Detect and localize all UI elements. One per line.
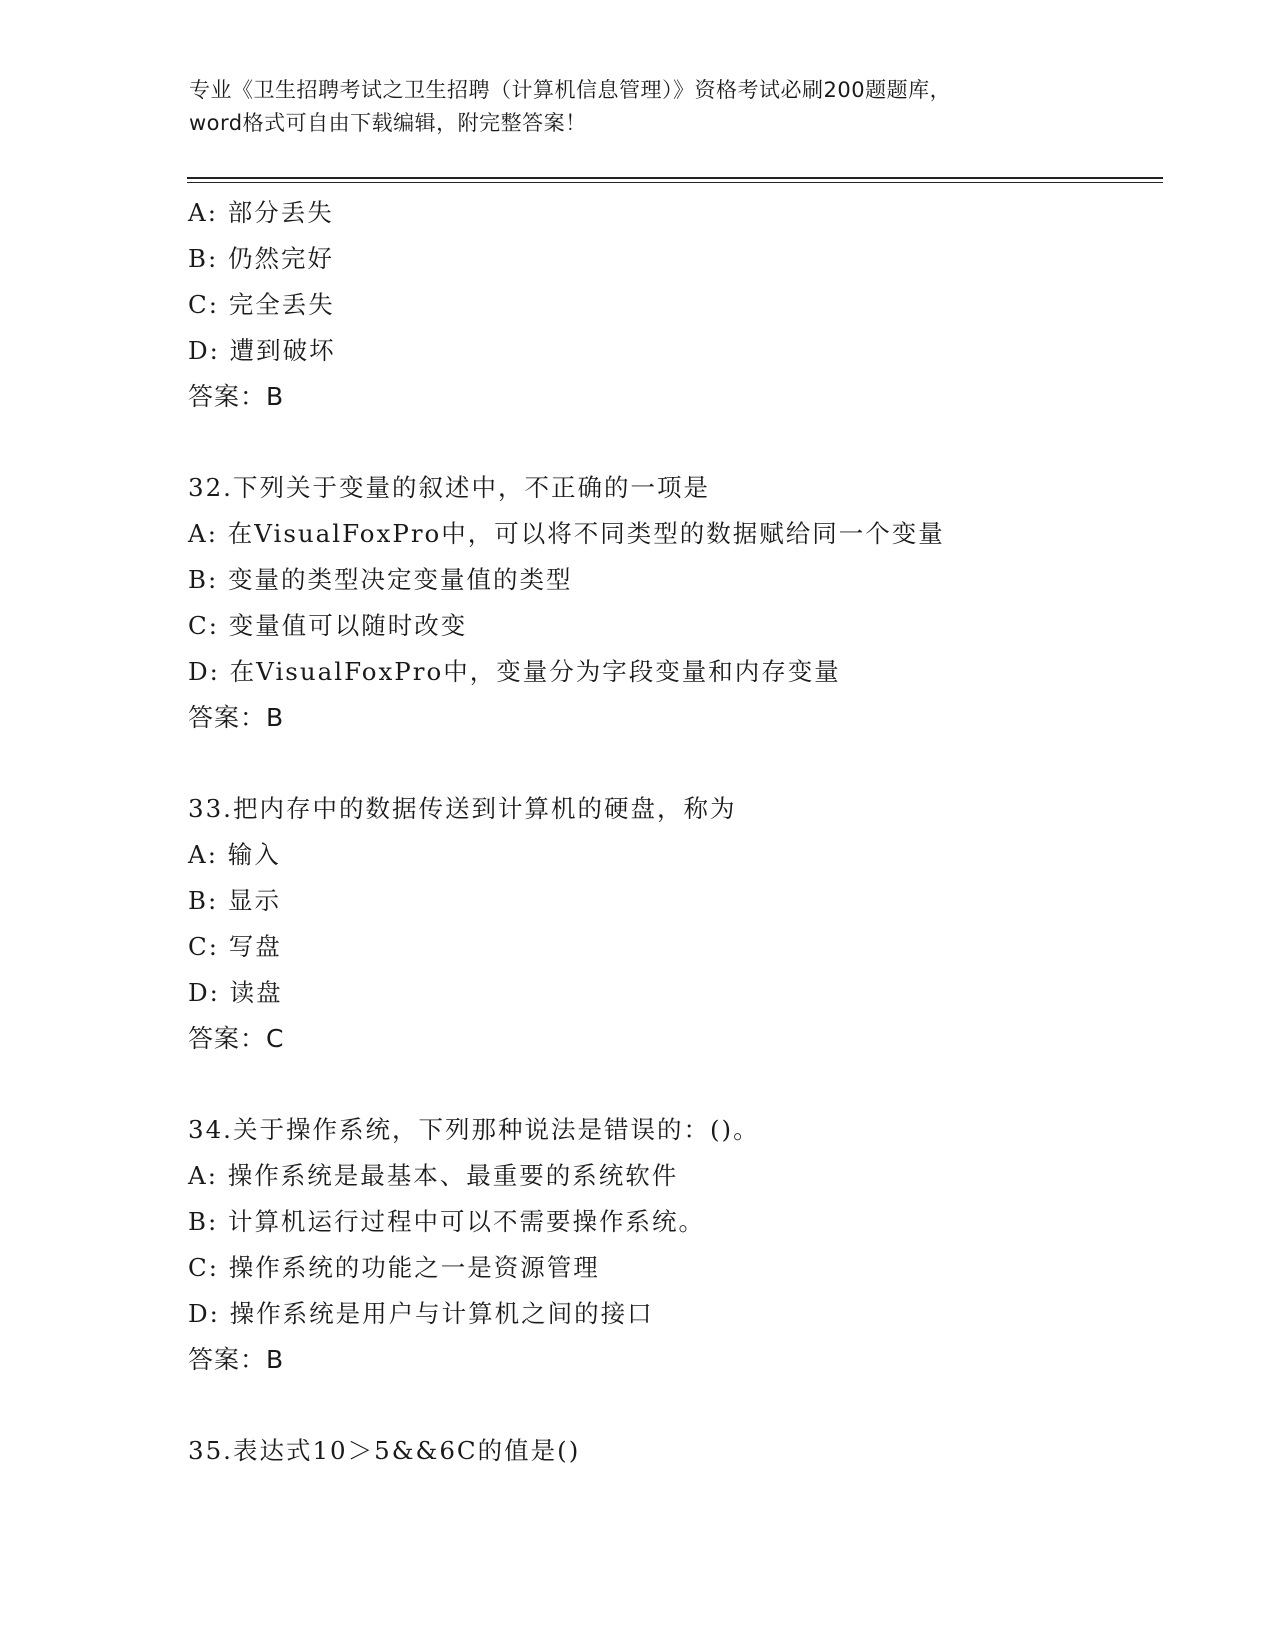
option-d: D: 读盘 [188, 978, 283, 1007]
option-b: B: 变量的类型决定变量值的类型 [188, 565, 573, 594]
question-text: 35.表达式10＞5&&6C的值是() [188, 1436, 581, 1465]
question-text: 34.关于操作系统，下列那种说法是错误的：()。 [188, 1115, 760, 1144]
question-33 [188, 786, 1148, 1062]
header-divider-thin [187, 182, 1163, 183]
option-d: D: 操作系统是用户与计算机之间的接口 [188, 1299, 654, 1328]
option-d: D: 在VisualFoxPro中，变量分为字段变量和内存变量 [188, 657, 841, 686]
question-text: 33.把内存中的数据传送到计算机的硬盘，称为 [188, 794, 737, 823]
option-a: A: 输入 [188, 840, 281, 869]
option-a: A: 部分丢失 [188, 198, 334, 227]
option-b: B: 计算机运行过程中可以不需要操作系统。 [188, 1207, 706, 1236]
option-a: A: 在VisualFoxPro中，可以将不同类型的数据赋给同一个变量 [188, 519, 945, 548]
answer: 答案：C [188, 1024, 285, 1053]
answer: 答案：B [188, 1345, 285, 1374]
answer: 答案：B [188, 703, 285, 732]
header-line-2: word格式可自由下载编辑，附完整答案！ [189, 111, 587, 135]
question-34 [188, 1107, 1148, 1383]
question-31 [188, 190, 1148, 420]
option-b: B: 仍然完好 [188, 244, 335, 273]
question-32 [188, 465, 1148, 741]
option-c: C: 完全丢失 [188, 290, 335, 319]
question-text: 32.下列关于变量的叙述中，不正确的一项是 [188, 473, 710, 502]
option-c: C: 写盘 [188, 932, 282, 961]
option-c: C: 变量值可以随时改变 [188, 611, 468, 640]
option-a: A: 操作系统是最基本、最重要的系统软件 [188, 1161, 679, 1190]
question-35 [188, 1428, 1148, 1474]
answer: 答案：B [188, 382, 285, 411]
option-b: B: 显示 [188, 886, 282, 915]
document-header [189, 74, 1089, 140]
question-list [188, 190, 1148, 1474]
option-c: C: 操作系统的功能之一是资源管理 [188, 1253, 600, 1282]
header-divider-thick [187, 177, 1163, 179]
header-line-1: 专业《卫生招聘考试之卫生招聘（计算机信息管理）》资格考试必刷200题题库， [189, 78, 952, 102]
option-d: D: 遭到破坏 [188, 336, 336, 365]
